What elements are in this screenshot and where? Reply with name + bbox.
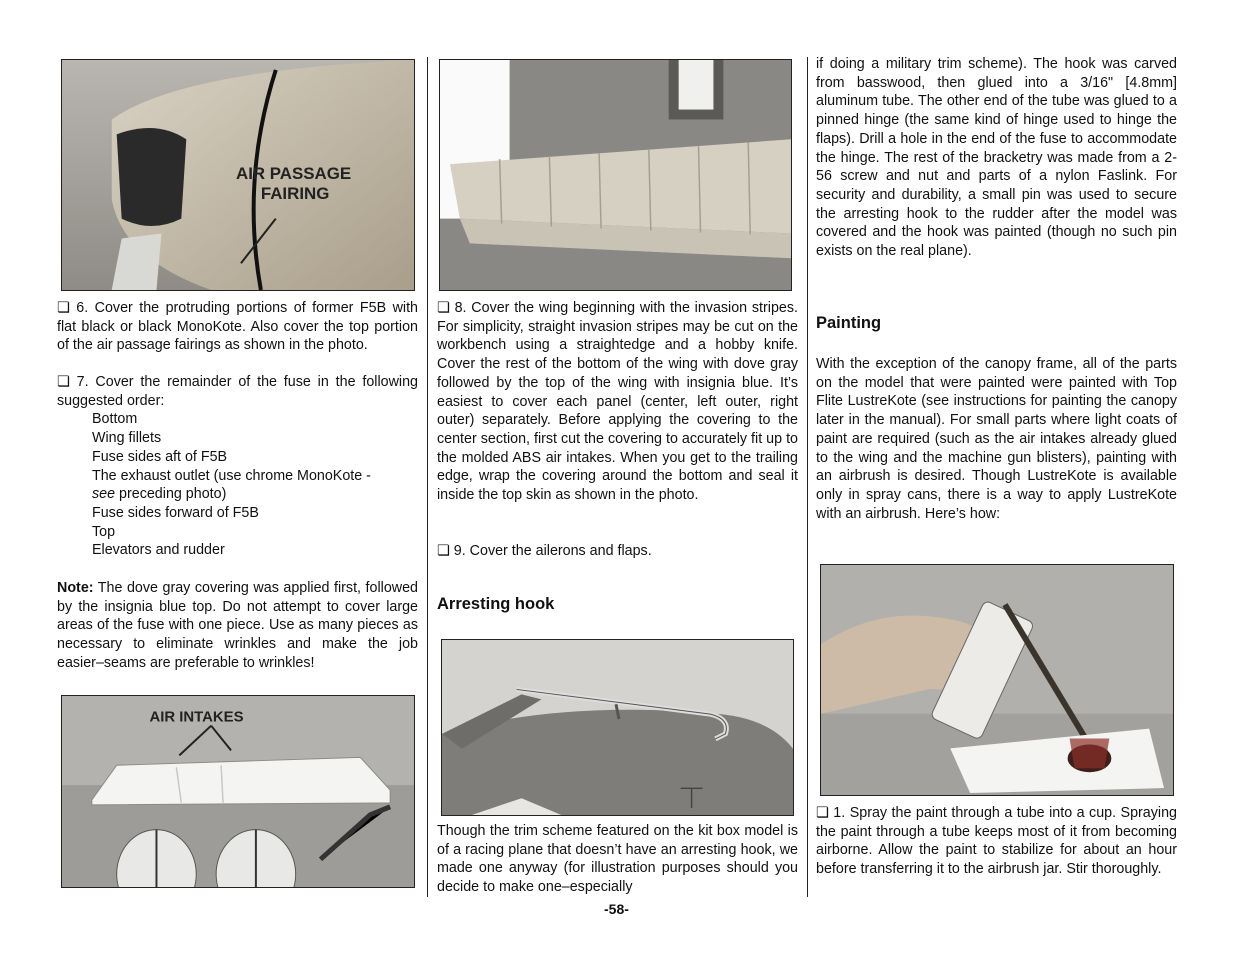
arresting-hook-paragraph: Though the trim scheme featured on the kit box model is of a racing plane that doesn’t have an arresting hook, we made one anyway (for illustration purposes should you decide to make one–especially (437, 823, 798, 896)
list-item: Elevators and rudder (92, 542, 225, 559)
list-item: The exhaust outlet (use chrome MonoKote - (92, 467, 371, 484)
see-italic: see (92, 486, 116, 503)
step-9-text (437, 542, 798, 561)
step-6-paragraph: ❏ 6. Cover the protruding portions of former F5B with flat black or black MonoKote. Also cover the top portion of the air passage fairings as shown in the photo. (57, 300, 418, 354)
list-item: Wing fillets (92, 430, 162, 447)
column-divider-left (427, 57, 428, 897)
list-item: Bottom (92, 411, 138, 428)
arresting-hook-heading: Arresting hook (437, 595, 555, 613)
list-item (92, 485, 418, 504)
air-passage-label-line1: AIR PASSAGE (236, 163, 352, 183)
note-paragraph (57, 579, 418, 673)
photo-air-passage-fairing (61, 59, 415, 291)
painting-step-1-paragraph: ❏ 1. Spray the paint through a tube into a cup. Spraying the paint through a tube keeps most of it from becoming airborne. Allow the paint to stabilize for about an hour before transferring it to the airbrush jar. Stir thoroughly. (816, 805, 1177, 878)
list-item-continuation: preceding photo) (119, 486, 227, 503)
photo-air-intakes (61, 695, 415, 888)
column-divider-right (807, 57, 808, 897)
air-intakes-label: AIR INTAKES (149, 709, 244, 726)
photo-wing-covering (439, 59, 792, 291)
list-item: Fuse sides forward of F5B (92, 504, 259, 521)
list-item: Fuse sides aft of F5B (92, 448, 228, 465)
step-7-intro: ❏ 7. Cover the remainder of the fuse in the following suggested order: (57, 374, 418, 409)
step-9-paragraph: ❏ 9. Cover the ailerons and flaps. (437, 543, 652, 559)
air-passage-label-line2: FAIRING (260, 183, 330, 203)
arresting-hook-text (437, 822, 798, 897)
arresting-hook-continued-paragraph: if doing a military trim scheme). The hook was carved from basswood, then glued into a 3/16" [4.8mm] aluminum tube. The other end of the tube was glued to a pinned hinge (the same kind of hinge used to hinge the flaps). Drill a hole in the end of the fuse to accommodate the hinge. The rest of the bracketry was made from a 2-56 screw and nut and parts of a nylon Faslink. For security and durability, a small pin was used to secure the arresting hook to the rudder after the model was covered and the hook was painted (though no such pin exists on the real plane). (816, 56, 1177, 260)
photo-arresting-hook (441, 639, 794, 816)
step-8-paragraph: ❏ 8. Cover the wing beginning with the invasion stripes. For simplicity, straight invasion stripes may be cut on the workbench using a straightedge and a hobby knife. Cover the rest of the bottom of the wing with dove gray followed by the top of the wing with insignia blue. It’s easiest to cover each panel (center, left outer, right outer) separately. Before applying the covering to the center section, first cut the covering to accurately fit up to the molded ABS air intakes. When you get to the trailing edge, wrap the covering around the bottom and seal it inside the top skin as shown in the photo. (437, 300, 798, 504)
step-7-block (57, 373, 418, 560)
note-label: Note: (57, 580, 94, 596)
note-text: The dove gray covering was applied first, followed by the insignia blue top. Do not attempt to cover large areas of the fuse with one piece. Use as many pieces as necessary to eliminate wrinkles and make the job easier–seams are preferable to wrinkles! (57, 580, 418, 671)
arresting-hook-continued (816, 55, 1177, 261)
step-6-text (57, 299, 418, 355)
page-number: -58- (604, 901, 629, 917)
list-item: Top (92, 523, 116, 540)
covering-order-list (57, 410, 418, 560)
painting-paragraph: With the exception of the canopy frame, all of the parts on the model that were painted were painted with Top Flite LustreKote (see instructions for painting the canopy later in the manual). For small parts where light coats of paint are required (such as the air intakes already glued to the wing and the machine gun blisters), painting with an airbrush is desired. Though LustreKote is available only in spray cans, there is a way to apply LustreKote with an airbrush. Here’s how: (816, 356, 1177, 522)
painting-text (816, 355, 1177, 523)
painting-heading: Painting (816, 314, 882, 332)
photo-spray-paint (820, 564, 1174, 796)
painting-step-1-text (816, 804, 1177, 879)
covering-note (57, 579, 418, 673)
step-8-text (437, 299, 798, 505)
